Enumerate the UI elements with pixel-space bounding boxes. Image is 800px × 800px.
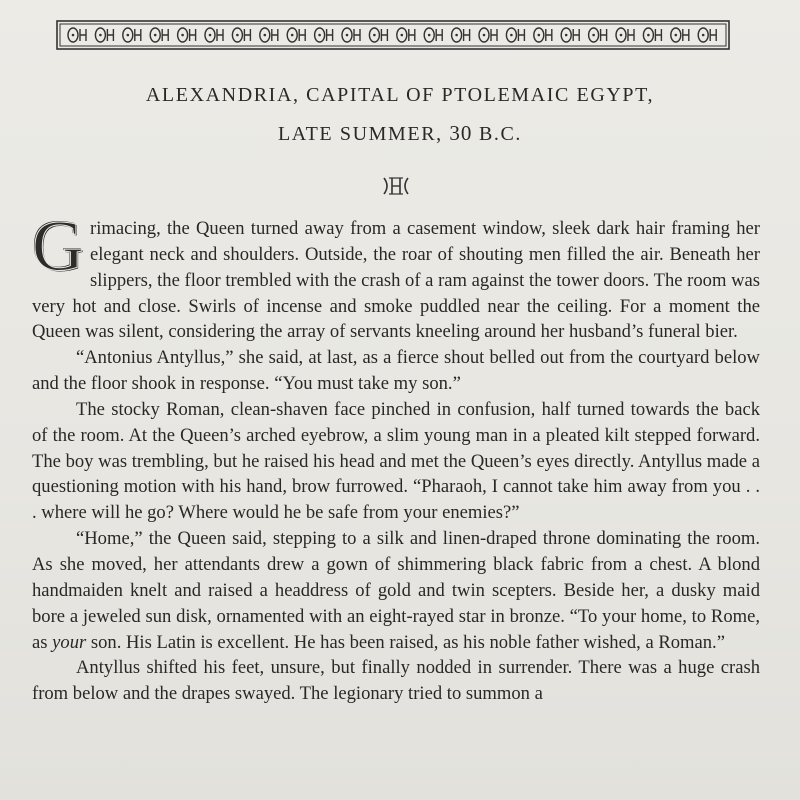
border-motif (369, 28, 387, 42)
paragraph (32, 526, 760, 655)
border-motif (150, 28, 168, 42)
greek-key-border-icon (56, 20, 730, 50)
border-motif (479, 28, 497, 42)
border-motif (123, 28, 141, 42)
border-motif (616, 28, 634, 42)
border-motif (205, 28, 223, 42)
paragraph (32, 206, 760, 345)
paragraph-text: rimacing, the Queen turned away from a casement window, sleek dark hair framing her elegant neck and shoulders. Outside, the roar of shouting men filled the air. Beneath her slippers, the floor trembled with the crash of a ram against the tower doors. The room was very hot and close. Swirls of incense and smoke puddled near the ceiling. For a moment the Queen was silent, considering the array of servants kneeling around her husband’s funeral bier. (32, 218, 760, 343)
date-year: 30 (449, 121, 473, 145)
chapter-date-heading (0, 121, 800, 146)
border-motif (643, 28, 661, 42)
border-motif (260, 28, 278, 42)
border-motif (424, 28, 442, 42)
emphasized-word: your (52, 631, 87, 653)
border-motif (95, 28, 113, 42)
border-motif (506, 28, 524, 42)
paragraph-text: “Antonius Antyllus,” she said, at last, as a fierce shout belled out from the courtyard below and the floor shook in response. “You must take my son.” (32, 347, 760, 395)
paragraph (32, 397, 760, 526)
border-motif (397, 28, 415, 42)
chapter-body (32, 206, 760, 707)
border-motif (671, 28, 689, 42)
date-suffix: B.C. (472, 123, 523, 145)
border-motif (698, 28, 716, 42)
border-motif (178, 28, 196, 42)
paragraph-text: “Home,” the Queen said, stepping to a silk and linen-draped throne dominating the room. As she moved, her attendants drew a gown of shimmering black fabric from a chest. A blond handmaiden knelt and raised a headdress of gold and twin scepters. Beside her, a dusky maid bore a jeweled sun disk, ornamented with an eight-rayed star in bronze. “To your home, to Rome, as (32, 528, 760, 653)
paragraph (32, 345, 760, 397)
paragraph-text-continued: son. His Latin is excellent. He has been raised, as his noble father wished, a Roman.” (86, 631, 725, 653)
drop-cap: G (32, 206, 84, 286)
paragraph (32, 655, 760, 707)
border-motif (452, 28, 470, 42)
paragraph-text: Antyllus shifted his feet, unsure, but finally nodded in surrender. There was a huge crash from below and the drapes swayed. The legionary tried to summon a (32, 657, 760, 705)
border-motif (315, 28, 333, 42)
section-ornament-icon (381, 175, 411, 197)
border-motif (342, 28, 360, 42)
border-motif (232, 28, 250, 42)
border-motif (534, 28, 552, 42)
chapter-location-heading: ALEXANDRIA, CAPITAL OF PTOLEMAIC EGYPT, (145, 84, 655, 106)
border-motif (287, 28, 305, 42)
paragraph-text: The stocky Roman, clean-shaven face pinched in confusion, half turned towards the back of the room. At the Queen’s arched eyebrow, a slim young man in a pleated kilt stepped forward. The boy was trembling, but he raised his head and met the Queen’s eyes directly. Antyllus made a questioning motion with his hand, brow furrowed. “Pharaoh, I cannot take him away from you . . . where will he go? Where would he be safe from your enemies?” (32, 398, 760, 524)
border-motif (589, 28, 607, 42)
date-prefix: LATE SUMMER, (277, 123, 450, 145)
border-motif (68, 28, 86, 42)
border-motif (561, 28, 579, 42)
